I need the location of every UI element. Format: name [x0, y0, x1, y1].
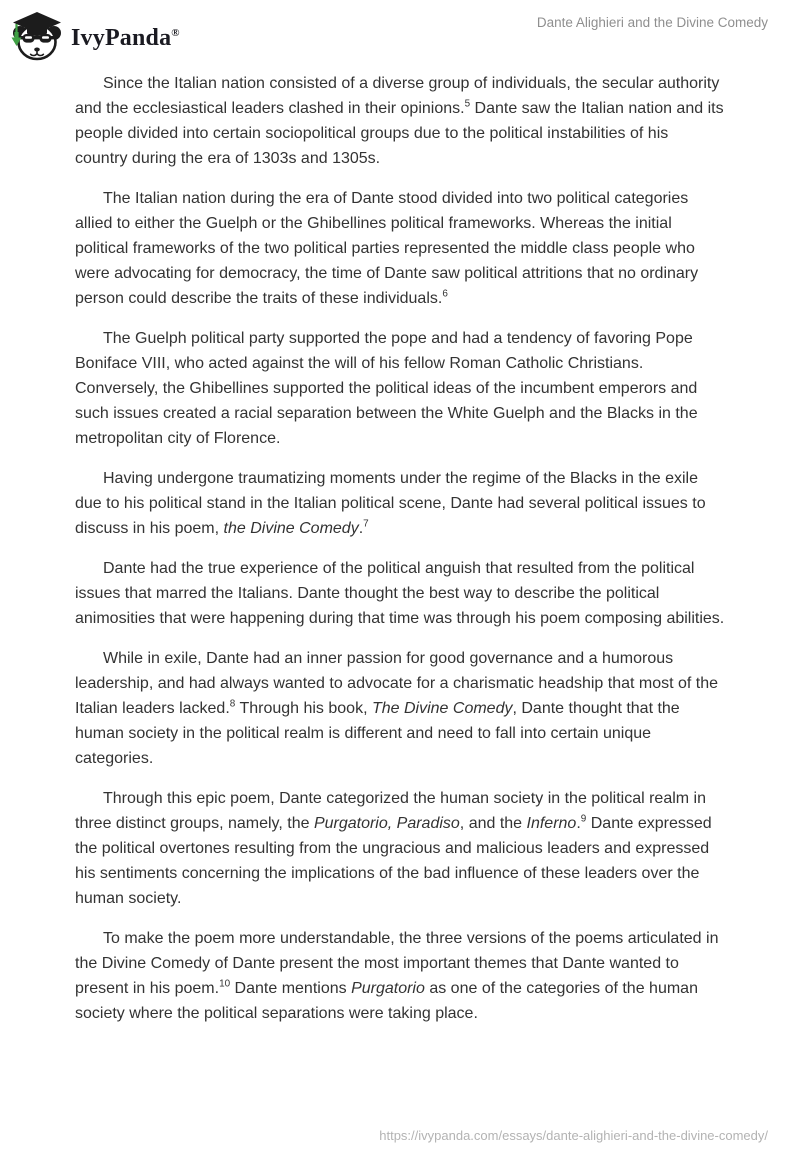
brand[interactable]: [10, 8, 180, 63]
body-text: Dante expressed the political overtones resulting from the ungracious and malicious leaders and expressed his sentiments concerning the implications of the bad influence of these leaders over the human society.: [75, 815, 712, 907]
italic-text: The Divine Comedy: [371, 700, 513, 717]
body-text: as one of the categories of the human society where the political separations were taking place.: [75, 980, 698, 1022]
paragraph: [75, 556, 725, 631]
footnote-ref: 8: [229, 698, 236, 710]
source-url[interactable]: https://ivypanda.com/essays/dante-alighieri-and-the-divine-comedy/: [379, 1128, 768, 1143]
brand-name-text: IvyPanda: [71, 25, 172, 51]
body-text: , Dante thought that the human society in the political realm is different and need to fall into certain unique categories.: [75, 700, 680, 767]
body-text: Having undergone traumatizing moments under the regime of the Blacks in the exile due to his political stand in the Italian political scene, Dante had several political issues to discuss in his poem,: [75, 470, 706, 537]
essay-paragraphs: [75, 71, 725, 1026]
body-text: , and the: [459, 815, 527, 832]
brand-name: [71, 8, 180, 63]
footnote-ref: 7: [363, 518, 369, 530]
body-text: Through this epic poem, Dante categorized the human society in the political realm in three distinct groups, namely, the: [75, 790, 706, 832]
essay-content: [0, 58, 800, 1026]
paragraph: [75, 926, 725, 1026]
footnote-ref: 10: [219, 978, 231, 990]
paragraph: [75, 646, 725, 771]
body-text: The Guelph political party supported the pope and had a tendency of favoring Pope Boniface VIII, who acted against the will of his fellow Roman Catholic Christians. Conversely, the Ghibellines supported the political ideas of the incumbent emperors and such issues created a racial separation between the White Guelph and the Blacks in the metropolitan city of Florence.: [75, 330, 698, 447]
body-text: Dante had the true experience of the political anguish that resulted from the political issues that marred the Italians. Dante thought the best way to describe the political animosities that were happening during that time was through his poem composing abilities.: [75, 560, 725, 627]
footnote-ref: 5: [464, 98, 471, 110]
body-text: .: [358, 520, 364, 537]
panda-graduate-icon: [10, 11, 62, 61]
body-text: Through his book,: [235, 700, 372, 717]
body-text: While in exile, Dante had an inner passion for good governance and a humorous leadership, and had always wanted to advocate for a charismatic headship that most of the Italian leaders lacked.: [75, 650, 719, 717]
paragraph: [75, 71, 725, 171]
body-text: .: [576, 815, 581, 832]
paragraph: [75, 186, 725, 311]
italic-text: Inferno: [526, 815, 577, 832]
italic-text: Purgatorio: [351, 980, 425, 997]
registered-mark: ®: [171, 27, 180, 39]
paragraph: [75, 466, 725, 541]
paragraph: [75, 326, 725, 451]
footnote-ref: 6: [442, 288, 448, 300]
footnote-ref: 9: [580, 813, 587, 825]
page-footer: [379, 1128, 768, 1143]
body-text: Dante saw the Italian nation and its people divided into certain sociopolitical groups due to the political instabilities of his country during the era of 1303s and 1305s.: [75, 100, 724, 167]
italic-text: Purgatorio, Paradiso: [313, 815, 460, 832]
body-text: Dante mentions: [230, 980, 352, 997]
paragraph: [75, 786, 725, 911]
document-title: Dante Alighieri and the Divine Comedy: [536, 15, 768, 30]
body-text: The Italian nation during the era of Dante stood divided into two political categories allied to either the Guelph or the Ghibellines political frameworks. Whereas the initial political frameworks of the two political parties represented the middle class people who were advocating for democracy, the time of Dante saw political attritions that no ordinary person could describe the traits of these individuals.: [75, 190, 699, 307]
italic-text: the Divine Comedy: [223, 520, 359, 537]
body-text: Since the Italian nation consisted of a diverse group of individuals, the secular authority and the ecclesiastical leaders clashed in their opinions.: [75, 75, 720, 117]
page-header: [0, 0, 800, 58]
body-text: To make the poem more understandable, the three versions of the poems articulated in the Divine Comedy of Dante present the most important themes that Dante wanted to present in his poem.: [75, 930, 719, 997]
